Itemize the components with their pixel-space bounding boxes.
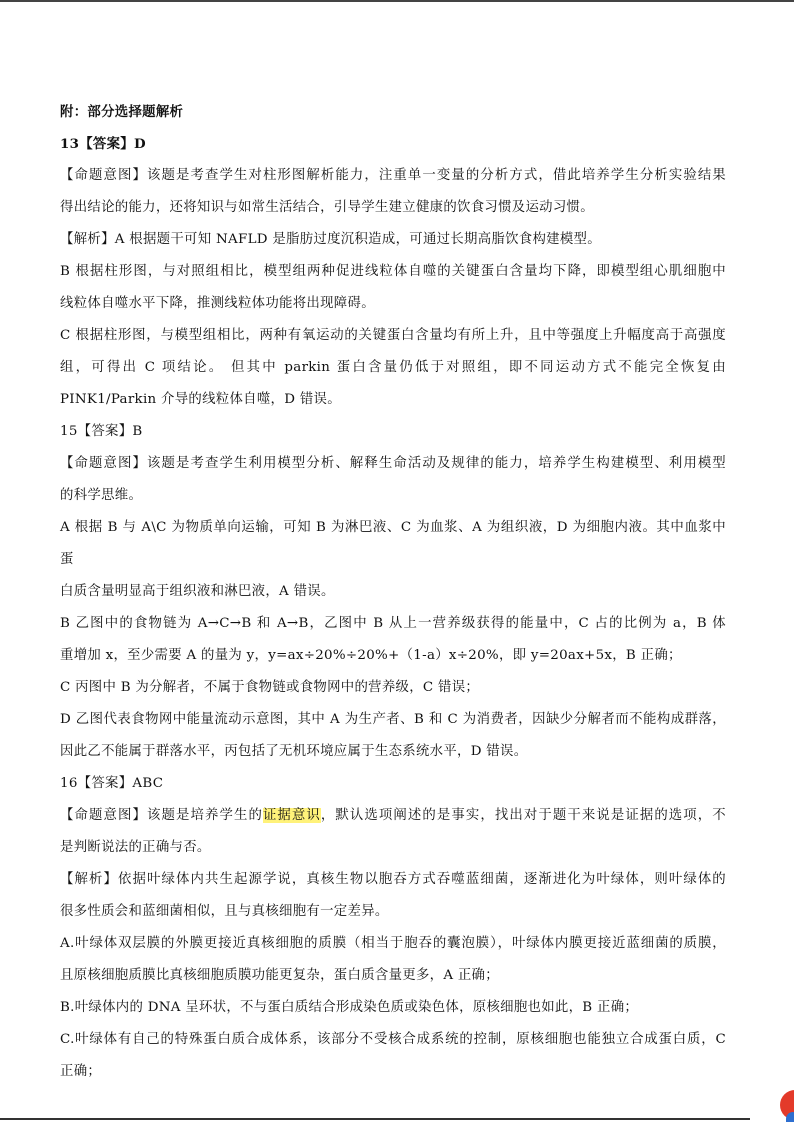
q13-analysis-a: 【解析】A 根据题干可知 NAFLD 是脂肪过度沉积造成，可通过长期高脂饮食构建模型。 [60,232,601,247]
q15-a-line-1: A 根据 B 与 A\C 为物质单向运输，可知 B 为淋巴液、C 为血浆、A 为组织液，D 为细胞内液。其中血浆中蛋 [60,520,726,567]
q13-c-line-1: C 根据柱形图，与模型组相比，两种有氧运动的关键蛋白含量均有所上升，且中等强度上升幅度高于高强度 [60,328,726,343]
q16-c-line-2: 正确； [60,1064,102,1079]
q13-analysis-c [60,320,726,416]
q16-analysis-line-2: 很多性质会和蓝细菌相似，且与真核细胞有一定差异。 [60,904,389,919]
q15-analysis-b [60,608,726,672]
q16-intent-line-1 [60,800,726,832]
q16-intent [60,800,726,864]
bottom-border [0,1118,750,1120]
q15-answer: 15【答案】B [60,424,143,439]
q16-answer: 16【答案】ABC [60,776,164,791]
highlighted-evidence-awareness: 证据意识 [262,808,321,823]
q13-analysis-b [60,256,726,320]
q16-intent-post: ，默认选项阐述的是事实，找出对于题干来说是证据的选项，不 [320,808,726,823]
q16-option-b: B.叶绿体内的 DNA 呈环状，不与蛋白质结合形成染色质或染色体，原核细胞也如此，B 正确； [60,1000,639,1015]
q16-intent-pre: 【命题意图】该题是培养学生的 [60,808,263,823]
q15-b-line-2: 重增加 x，至少需要 A 的量为 y，y=ax÷20%÷20%+（1-a）x÷20%，即 y=20ax+5x，B 正确； [60,648,682,663]
q16-a-line-2: 且原核细胞质膜比真核细胞质膜功能更复杂，蛋白质含量更多，A 正确； [60,968,499,983]
q13-c-line-3: PINK1/Parkin 介导的线粒体自噬，D 错误。 [60,392,341,407]
q16-option-a [60,928,726,992]
q15-intent [60,448,726,512]
q16-analysis-line-1: 【解析】依据叶绿体内共生起源学说，真核生物以胞吞方式吞噬蓝细菌，逐渐进化为叶绿体，则叶绿体的 [60,872,726,887]
q13-b-line-1: B 根据柱形图，与对照组相比，模型组两种促进线粒体自噬的关键蛋白含量均下降，即模型组心肌细胞中 [60,264,726,279]
q13-intent [60,160,726,224]
section-heading: 附：部分选择题解析 [60,104,184,120]
q15-analysis-d [60,704,726,768]
q16-option-c [60,1024,726,1088]
q15-intent-line-2: 的科学思维。 [60,488,143,503]
q13-b-line-2: 线粒体自噬水平下降，推测线粒体功能将出现障碍。 [60,296,375,311]
top-border [0,0,794,2]
document-page [60,96,726,1088]
q15-analysis-a [60,512,726,608]
q16-intent-line-2: 是判断说法的正确与否。 [60,840,211,855]
q15-analysis-c: C 丙图中 B 为分解者，不属于食物链或食物网中的营养级，C 错误； [60,680,480,695]
q15-d-line-1: D 乙图代表食物网中能量流动示意图，其中 A 为生产者、B 和 C 为消费者，因缺少分解者而不能构成群落， [60,712,726,727]
q13-c-line-2: 组，可得出 C 项结论。 但其中 parkin 蛋白含量仍低于对照组，即不同运动方式不能完全恢复由 [60,360,726,375]
q15-intent-line-1: 【命题意图】该题是考查学生利用模型分析、解释生命活动及规律的能力，培养学生构建模型、利用模型 [60,456,726,471]
q15-a-line-2: 白质含量明显高于组织液和淋巴液，A 错误。 [60,584,335,599]
q16-a-line-1: A.叶绿体双层膜的外膜更接近真核细胞的质膜（相当于胞吞的囊泡膜），叶绿体内膜更接近蓝细菌的质膜， [60,936,726,951]
q13-intent-line-1: 【命题意图】该题是考查学生对柱形图解析能力，注重单一变量的分析方式，借此培养学生分析实验结果 [60,168,726,183]
q15-d-line-2: 因此乙不能属于群落水平，丙包括了无机环境应属于生态系统水平，D 错误。 [60,744,528,759]
corner-logo-inner-icon [786,1112,794,1122]
q16-analysis [60,864,726,928]
q13-answer: 13【答案】D [60,136,146,152]
q15-b-line-1: B 乙图中的食物链为 A→C→B 和 A→B，乙图中 B 从上一营养级获得的能量中，C 占的比例为 a，B 体 [60,616,726,631]
q16-c-line-1: C.叶绿体有自己的特殊蛋白质合成体系，该部分不受核合成系统的控制，原核细胞也能独立合成蛋白质，C [60,1032,726,1047]
q13-intent-line-2: 得出结论的能力，还将知识与如常生活结合，引导学生建立健康的饮食习惯及运动习惯。 [60,200,594,215]
